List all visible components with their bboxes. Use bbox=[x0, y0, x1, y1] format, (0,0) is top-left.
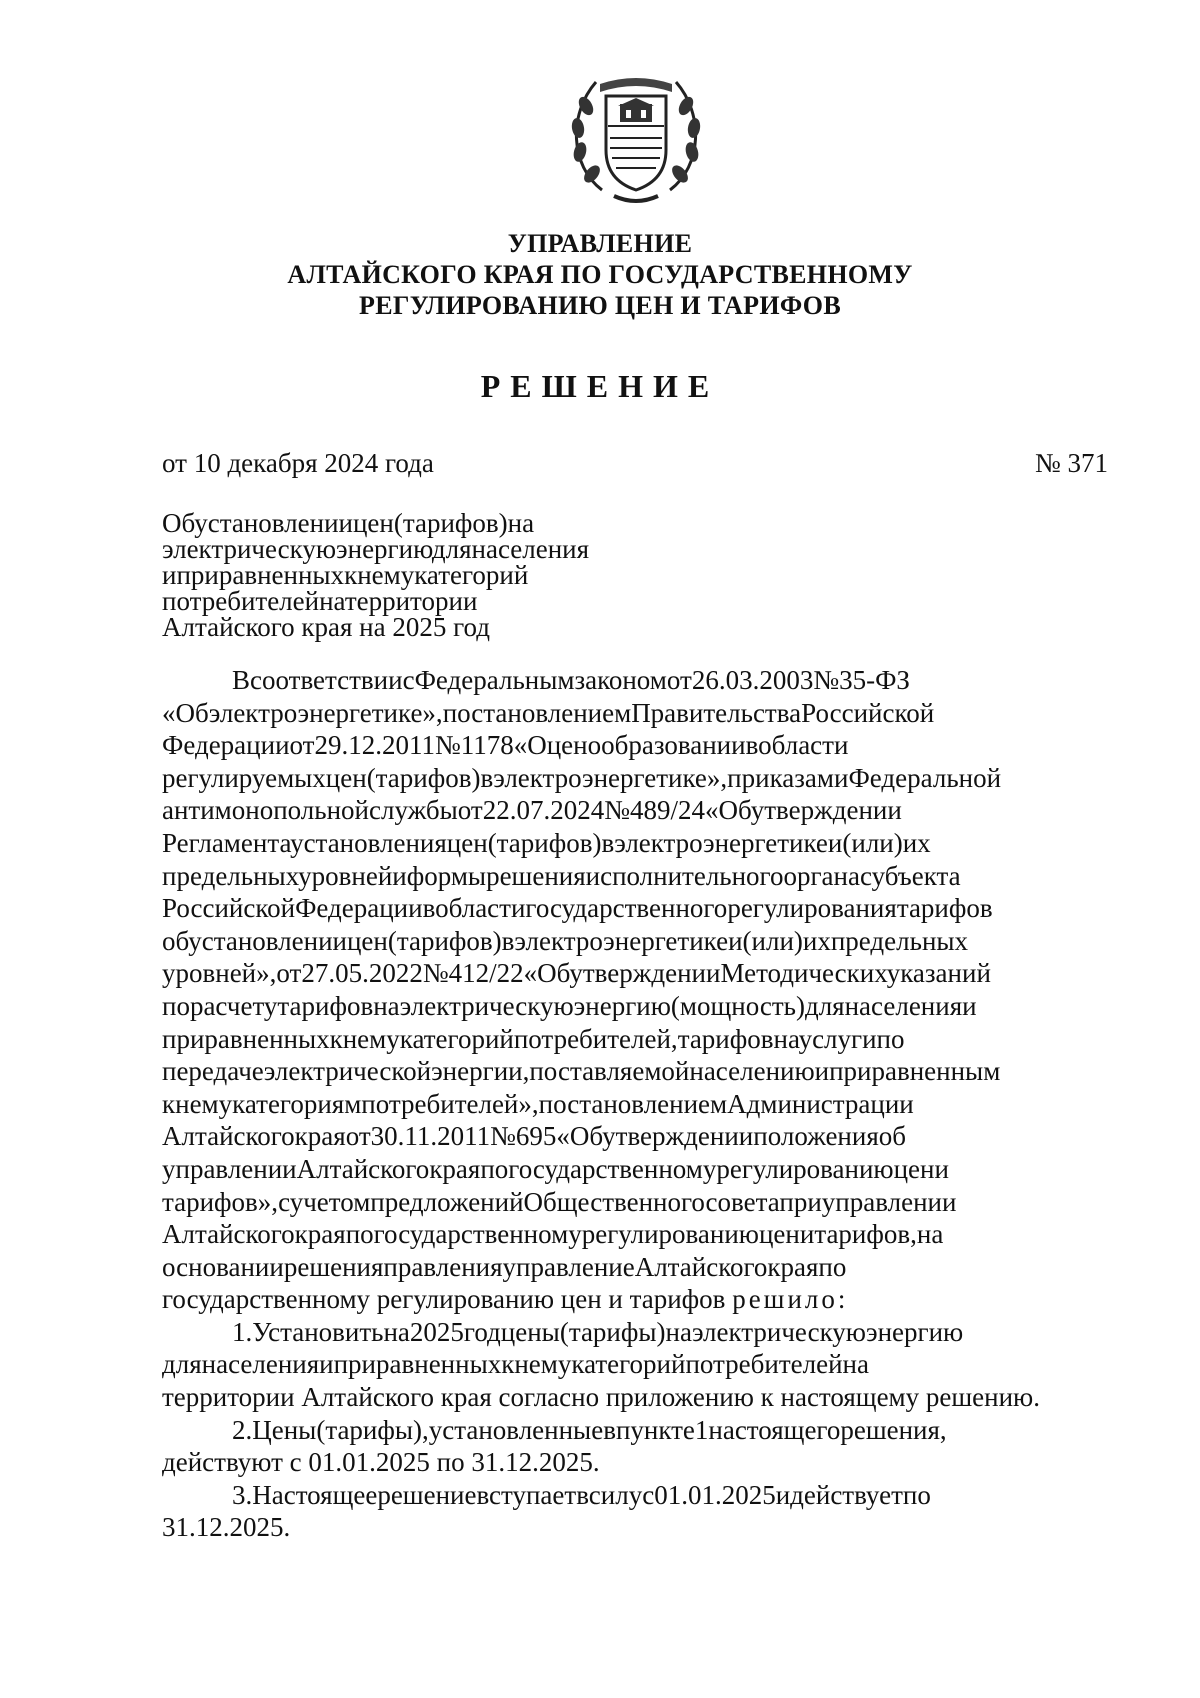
word: потребителей bbox=[685, 1349, 843, 1380]
agency-name-line: РЕГУЛИРОВАНИЮ ЦЕН И ТАРИФОВ bbox=[359, 291, 841, 320]
word: 412/22 bbox=[448, 958, 524, 989]
word: приравненным bbox=[829, 1056, 1001, 1087]
word: утверждении bbox=[602, 1121, 754, 1152]
word: категориям bbox=[232, 1088, 362, 1119]
word: год bbox=[463, 1316, 501, 1347]
preamble-line bbox=[162, 729, 1108, 762]
word: законом bbox=[574, 665, 667, 695]
word: органа bbox=[783, 860, 860, 891]
word: края bbox=[294, 1121, 346, 1152]
word: для bbox=[804, 990, 845, 1021]
word: действует bbox=[790, 1479, 903, 1510]
preamble-line bbox=[162, 827, 1108, 860]
word: совета bbox=[705, 1186, 780, 1217]
preamble-line bbox=[162, 697, 1108, 730]
word: по bbox=[818, 1251, 847, 1282]
word: основании bbox=[162, 1251, 284, 1282]
word: электроэнергетике bbox=[614, 827, 828, 858]
word: от bbox=[666, 665, 692, 695]
preamble-line bbox=[162, 1055, 1108, 1088]
word: населения bbox=[201, 1349, 320, 1380]
word: ценообразовании bbox=[546, 730, 746, 761]
word: государственному bbox=[373, 1219, 582, 1250]
word: Об bbox=[162, 508, 195, 538]
word: регулирования bbox=[727, 893, 897, 924]
word: Настоящее bbox=[252, 1479, 378, 1510]
word: приравненных bbox=[162, 1023, 330, 1054]
word: Федеральной bbox=[848, 762, 1002, 793]
word: электрическую bbox=[162, 534, 337, 564]
word: от bbox=[276, 958, 302, 989]
word: 27.05.2022 bbox=[301, 958, 423, 989]
word: Алтайского bbox=[162, 1121, 295, 1152]
word: услуги bbox=[798, 1023, 877, 1054]
word: формы bbox=[406, 860, 487, 891]
word: 3. bbox=[232, 1479, 253, 1510]
word: и bbox=[319, 1349, 334, 1380]
word: учетом bbox=[289, 1186, 371, 1217]
word: с bbox=[642, 1479, 655, 1510]
document-number: № 371 bbox=[1034, 448, 1108, 478]
word: 2025 bbox=[409, 1316, 464, 1347]
word: (тарифов) bbox=[387, 925, 502, 956]
word: В bbox=[232, 665, 251, 695]
word: на bbox=[842, 1349, 869, 1380]
word: Алтайского bbox=[162, 1219, 295, 1250]
word: края bbox=[767, 1251, 819, 1282]
word: к bbox=[501, 1349, 515, 1380]
word: тарифов, bbox=[814, 1219, 917, 1250]
word: предельных bbox=[162, 860, 299, 891]
word: расчету bbox=[189, 990, 278, 1021]
word: в bbox=[601, 827, 615, 858]
agency-name-line: УПРАВЛЕНИЕ bbox=[507, 229, 693, 258]
word: Федерации bbox=[162, 730, 290, 761]
subject-line bbox=[162, 562, 640, 588]
word: на bbox=[507, 508, 535, 538]
word: Алтайского bbox=[296, 1153, 430, 1184]
word: государственного bbox=[525, 893, 728, 924]
word: цен bbox=[352, 508, 394, 538]
word: управлении bbox=[162, 1153, 297, 1184]
word: № bbox=[813, 665, 840, 695]
word: с bbox=[278, 1186, 290, 1217]
subject-line bbox=[162, 510, 640, 536]
word: тарифов bbox=[677, 1023, 774, 1054]
word: цен bbox=[446, 827, 488, 858]
agency-name-line: АЛТАЙСКОГО КРАЯ ПО ГОСУДАРСТВЕННОМУ bbox=[287, 260, 913, 289]
subject-line: Алтайского края на 2025 год bbox=[162, 612, 490, 642]
word: на bbox=[319, 586, 345, 616]
word: (тарифов) bbox=[487, 827, 602, 858]
word: предельных bbox=[830, 925, 969, 956]
word: в bbox=[576, 1479, 589, 1510]
word: нему bbox=[342, 1023, 400, 1054]
word: цен bbox=[893, 1153, 935, 1184]
word: указаний bbox=[886, 958, 991, 989]
word: 2. bbox=[232, 1414, 253, 1445]
word: регулируемых bbox=[162, 762, 326, 793]
word: при bbox=[779, 1186, 822, 1217]
subject-line bbox=[162, 536, 640, 562]
point-1-line bbox=[162, 1316, 1108, 1349]
word: от bbox=[457, 795, 483, 826]
word: настоящего bbox=[708, 1414, 841, 1445]
agency-name bbox=[150, 228, 1050, 321]
preamble-line bbox=[162, 1088, 1108, 1121]
word: на bbox=[665, 1316, 692, 1347]
word: № bbox=[604, 795, 630, 826]
word: Общественного bbox=[523, 1186, 706, 1217]
word: соответствии bbox=[250, 665, 403, 695]
word: 489/24 bbox=[630, 795, 706, 826]
word: по bbox=[876, 1023, 905, 1054]
word: «О bbox=[513, 730, 547, 761]
word: населению bbox=[689, 1056, 815, 1087]
word: и bbox=[392, 860, 407, 891]
word: электрическую bbox=[691, 1316, 866, 1347]
word: (или) bbox=[742, 925, 803, 956]
document-type-title: РЕШЕНИЕ bbox=[480, 368, 720, 404]
word: приказами bbox=[727, 762, 849, 793]
word: Российской bbox=[801, 697, 935, 728]
word: в bbox=[422, 893, 436, 924]
word: на bbox=[373, 990, 400, 1021]
word: Российской bbox=[162, 893, 296, 924]
word: тарифов bbox=[896, 893, 993, 924]
preamble-line bbox=[162, 1283, 1108, 1316]
word: электрической bbox=[263, 1056, 432, 1087]
word: потребителей bbox=[162, 586, 320, 616]
word: передаче bbox=[162, 1056, 264, 1087]
word: категорий bbox=[571, 1349, 686, 1380]
word: поставляемой bbox=[529, 1056, 690, 1087]
word: потребителей», bbox=[361, 1088, 539, 1119]
document-subject bbox=[162, 510, 640, 640]
word: об bbox=[878, 1121, 906, 1152]
word: Методических bbox=[720, 958, 887, 989]
word: области bbox=[758, 730, 849, 761]
word: с bbox=[402, 665, 415, 695]
word: тарифов bbox=[277, 990, 374, 1021]
word: населения bbox=[844, 990, 963, 1021]
document-body bbox=[162, 664, 1108, 1544]
subject-line bbox=[162, 588, 640, 614]
word: установлении bbox=[194, 508, 353, 538]
word: управление bbox=[502, 1251, 635, 1282]
word: 1. bbox=[232, 1316, 253, 1347]
word: нему bbox=[175, 1088, 233, 1119]
word: цен bbox=[758, 1219, 800, 1250]
word: к bbox=[162, 1088, 176, 1119]
word: 695 bbox=[515, 1121, 557, 1152]
word: в bbox=[501, 925, 515, 956]
word: энергию bbox=[865, 1316, 964, 1347]
point-2-line bbox=[162, 1414, 1108, 1447]
word: к bbox=[344, 560, 358, 590]
word: по bbox=[480, 1153, 509, 1184]
word: Установить bbox=[252, 1316, 384, 1347]
word: 29.12.2011 bbox=[314, 730, 435, 761]
preamble-line bbox=[162, 925, 1108, 958]
document-date: от 10 декабря 2024 года bbox=[162, 448, 434, 478]
word: вступает bbox=[476, 1479, 577, 1510]
word: электроэнергетике», bbox=[208, 697, 443, 728]
word: по bbox=[345, 1219, 374, 1250]
word: службы bbox=[369, 795, 458, 826]
preamble-line bbox=[162, 860, 1108, 893]
word: их bbox=[802, 925, 831, 956]
word: Цены bbox=[252, 1414, 317, 1445]
word: к bbox=[329, 1023, 343, 1054]
word: территории bbox=[344, 586, 478, 616]
word: и bbox=[799, 1219, 815, 1250]
word: постановлением bbox=[538, 1088, 728, 1119]
word: по bbox=[162, 990, 190, 1021]
word: Администрации bbox=[727, 1088, 914, 1119]
word: 01.01.2025 bbox=[654, 1479, 776, 1510]
word: тарифов», bbox=[162, 1186, 279, 1217]
word: для bbox=[162, 1349, 202, 1380]
word: области bbox=[435, 893, 526, 924]
word: уровней bbox=[298, 860, 393, 891]
word: для bbox=[431, 534, 472, 564]
word: категорий bbox=[399, 1023, 514, 1054]
word: потребителей, bbox=[513, 1023, 678, 1054]
preamble-line bbox=[162, 1153, 1108, 1186]
word: установленные bbox=[428, 1414, 604, 1445]
word: установлении bbox=[188, 925, 347, 956]
word: № bbox=[490, 1121, 516, 1152]
preamble-line bbox=[162, 1251, 1108, 1284]
word: предложений bbox=[370, 1186, 524, 1217]
preamble-last-text: государственному регулированию цен и тарифов bbox=[162, 1284, 726, 1315]
word: «Об bbox=[523, 958, 570, 989]
point-3-line bbox=[162, 1479, 1108, 1512]
word: цен bbox=[346, 925, 388, 956]
word: и bbox=[162, 560, 177, 590]
word: (мощность) bbox=[670, 990, 805, 1021]
preamble-line bbox=[162, 1023, 1108, 1056]
word: и bbox=[962, 990, 977, 1021]
word: края bbox=[429, 1153, 481, 1184]
preamble-line bbox=[162, 892, 1108, 925]
word: нему bbox=[514, 1349, 572, 1380]
preamble-line bbox=[162, 1186, 1108, 1219]
word: антимонопольной bbox=[162, 795, 369, 826]
word: энергию bbox=[336, 534, 432, 564]
word: энергию bbox=[573, 990, 671, 1021]
word: регулированию bbox=[581, 1219, 759, 1250]
word: пункте bbox=[615, 1414, 695, 1445]
point-1-line: территории Алтайского края согласно приложению к настоящему решению. bbox=[162, 1382, 1040, 1413]
word: цены bbox=[500, 1316, 560, 1347]
word: 1 bbox=[694, 1414, 709, 1445]
preamble-line bbox=[162, 1218, 1108, 1251]
point-3-line: 31.12.2025. bbox=[162, 1512, 291, 1543]
word: категорий bbox=[414, 560, 529, 590]
preamble-line bbox=[162, 957, 1108, 990]
word: (тарифы) bbox=[559, 1316, 666, 1347]
word: 26.03.2003 bbox=[691, 665, 814, 695]
word: Алтайского bbox=[634, 1251, 768, 1282]
word: на bbox=[916, 1219, 944, 1250]
word: (тарифов) bbox=[366, 762, 481, 793]
word: «Об bbox=[705, 795, 751, 826]
word: «Об bbox=[556, 1121, 603, 1152]
word: (или) bbox=[842, 827, 903, 858]
word: приравненных bbox=[176, 560, 345, 590]
word: в bbox=[480, 762, 494, 793]
word: уровней», bbox=[162, 958, 277, 989]
word: положения bbox=[753, 1121, 879, 1152]
preamble-line bbox=[162, 990, 1108, 1023]
word: решения, bbox=[840, 1414, 947, 1445]
word: энергии, bbox=[431, 1056, 530, 1087]
word: (тарифов) bbox=[393, 508, 508, 538]
word: и bbox=[775, 1479, 791, 1510]
word: утверждении bbox=[569, 958, 721, 989]
word: и bbox=[934, 1153, 949, 1184]
word: утверждении bbox=[750, 795, 902, 826]
point-1-line bbox=[162, 1348, 1108, 1381]
word: № bbox=[422, 958, 449, 989]
word: Правительства bbox=[631, 697, 802, 728]
word: «Об bbox=[162, 697, 209, 728]
word: населения bbox=[471, 534, 590, 564]
point-2-line: действуют с 01.01.2025 по 31.12.2025. bbox=[162, 1447, 600, 1478]
word: правления bbox=[383, 1251, 503, 1282]
word: от bbox=[289, 730, 315, 761]
word: об bbox=[162, 925, 189, 956]
word: силу bbox=[588, 1479, 643, 1510]
word: и bbox=[827, 827, 843, 858]
preamble-line bbox=[162, 794, 1108, 827]
word: на bbox=[773, 1023, 799, 1054]
word: края bbox=[294, 1219, 346, 1250]
word: 35-ФЗ bbox=[839, 665, 910, 695]
word: нему bbox=[357, 560, 415, 590]
word: цен bbox=[325, 762, 367, 793]
word: 22.07.2024 bbox=[482, 795, 605, 826]
word: исполнительного bbox=[585, 860, 784, 891]
altai-krai-coat-of-arms-icon bbox=[562, 62, 710, 212]
preamble-line bbox=[162, 762, 1108, 795]
word: регулированию bbox=[716, 1153, 894, 1184]
word: в bbox=[745, 730, 759, 761]
word: по bbox=[902, 1479, 931, 1510]
word: приравненных bbox=[333, 1349, 502, 1380]
word: Регламента bbox=[162, 827, 291, 858]
word: и bbox=[814, 1056, 830, 1087]
resolved-word: решило: bbox=[732, 1284, 849, 1315]
word: решения bbox=[486, 860, 586, 891]
word: электроэнергетике bbox=[514, 925, 729, 956]
word: Федеральным bbox=[414, 665, 575, 695]
word: решения bbox=[283, 1251, 384, 1282]
preamble-line bbox=[162, 1120, 1108, 1153]
word: 30.11.2011 bbox=[370, 1121, 491, 1152]
word: установления bbox=[290, 827, 447, 858]
word: электрическую bbox=[399, 990, 574, 1021]
word: № bbox=[434, 730, 461, 761]
word: от bbox=[345, 1121, 371, 1152]
word: (тарифы), bbox=[316, 1414, 429, 1445]
word: и bbox=[728, 925, 743, 956]
word: электроэнергетике», bbox=[493, 762, 728, 793]
word: их bbox=[902, 827, 931, 858]
word: государственному bbox=[508, 1153, 717, 1184]
word: управлении bbox=[821, 1186, 957, 1217]
word: решение bbox=[377, 1479, 477, 1510]
word: в bbox=[603, 1414, 616, 1445]
word: на bbox=[383, 1316, 410, 1347]
word: 1178 bbox=[460, 730, 514, 761]
word: Федерации bbox=[295, 893, 423, 924]
word: постановлением bbox=[442, 697, 632, 728]
preamble-line bbox=[162, 664, 1108, 697]
word: субъекта bbox=[859, 860, 961, 891]
